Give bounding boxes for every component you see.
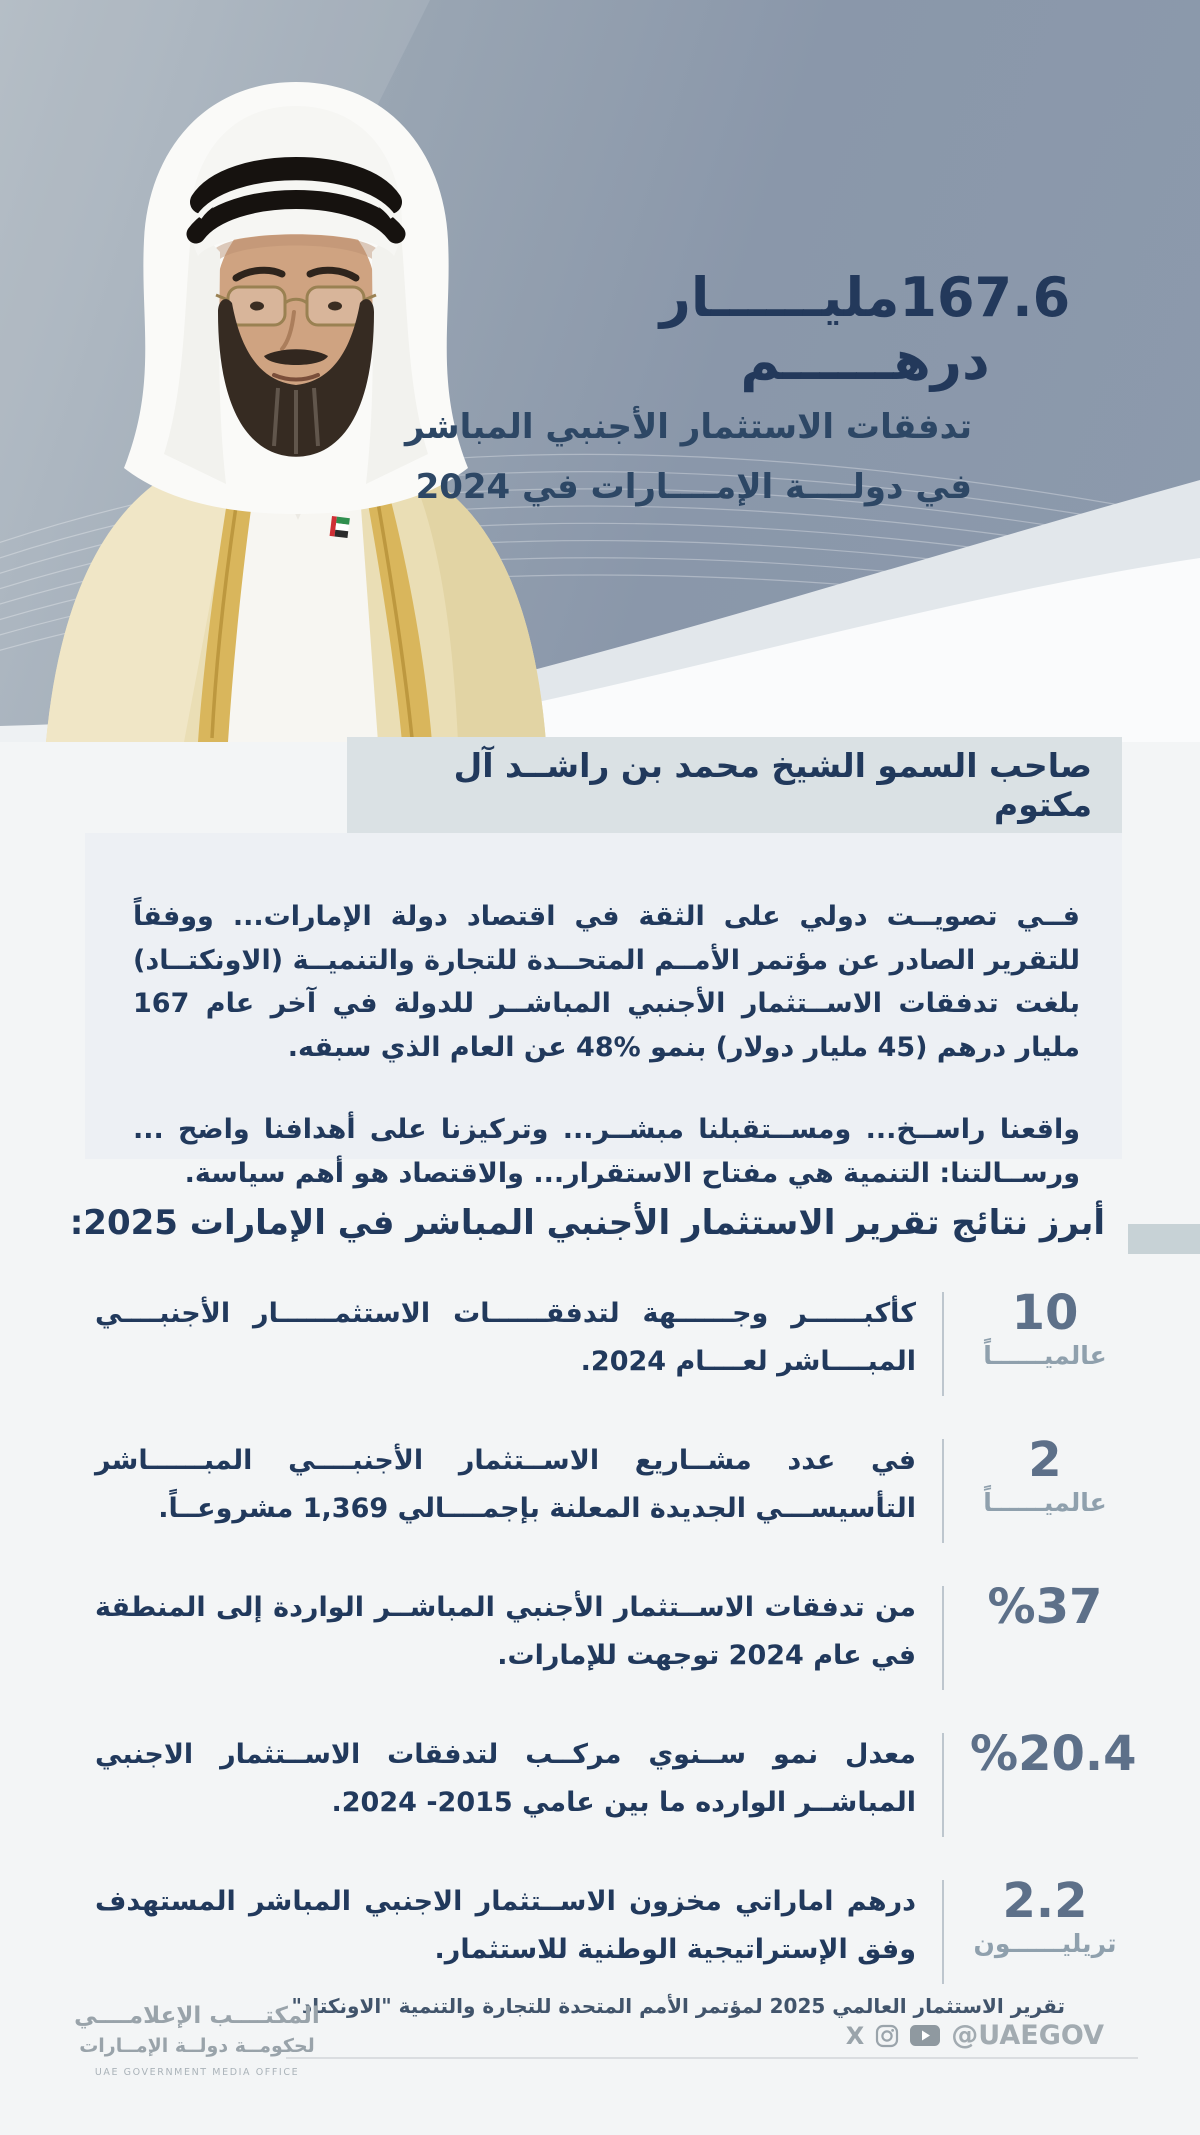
media-office-logo	[72, 2000, 322, 2078]
stat-row-cagr	[95, 1725, 1137, 1845]
stat-divider	[942, 1880, 944, 1984]
stat-row-rank-destination	[95, 1284, 1120, 1404]
stat-unit: عالميــــــاً	[983, 1341, 1107, 1371]
footer-divider-line	[286, 2057, 1138, 2059]
quote-box	[85, 833, 1122, 1189]
stat-description: من تدفقات الاســتثمار الأجنبي المباشــر الواردة إلى المنطقة في عام 2024 توجهت للإمارات.	[95, 1592, 916, 1672]
social-row	[846, 2020, 1104, 2051]
hero-section	[0, 0, 1200, 742]
stat-divider	[942, 1733, 944, 1837]
quote-author-bar	[347, 737, 1122, 833]
logo-arabic-line-2: لحكومــة دولــة الإمــارات	[79, 2035, 315, 2058]
stat-row-fdi-stock-target	[95, 1872, 1120, 1992]
stat-unit: تريليــــــون	[973, 1929, 1117, 1959]
stat-value: %37	[987, 1579, 1103, 1635]
subtitle-line-2: في دولــــة الإمــــارات في 2024	[415, 466, 972, 507]
stat-description: كأكبــــــر وجــــــهة لتدفقــــــات الاستثمــــــار الأجنبــــي المبــــاشر لعــــام 2024.	[95, 1298, 916, 1378]
stat-number-block	[970, 1872, 1120, 1958]
social-handle[interactable]: @UAEGOV	[951, 2020, 1104, 2051]
stats-list	[95, 1284, 1137, 2019]
stat-number-block	[970, 1284, 1120, 1370]
stat-value: %20.4	[970, 1726, 1137, 1782]
stat-divider	[942, 1292, 944, 1396]
stat-unit: عالميــــــاً	[983, 1488, 1107, 1518]
stat-description: درهم اماراتي مخزون الاســتثمار الاجنبي المباشر المستهدف وفق الإستراتيجية الوطنية للاستثمار.	[95, 1886, 916, 1966]
stat-row-greenfield-projects	[95, 1431, 1120, 1551]
results-heading: أبرز نتائج تقرير الاستثمار الأجنبي المباشر في الإمارات 2025:	[69, 1203, 1105, 1243]
quote-author: صاحب السمو الشيخ محمد بن راشــد آل مكتوم	[453, 746, 1092, 824]
stat-divider	[942, 1586, 944, 1690]
stat-row-regional-share	[95, 1578, 1120, 1698]
stat-description: معدل نمو ســنوي مركــب لتدفقات الاســتثمار الاجنبي المباشــر الوارده ما بين عامي 2015- 2024.	[95, 1739, 916, 1819]
quote-paragraph-1: فــي تصويــت دولي على الثقة في اقتصاد دولة الإمارات... ووفقاً للتقرير الصادر عن مؤتمر الأمــم المتحــدة للتجارة والتنميــة (الاونكتــاد) بلغت تدفقات الاســتثمار الأجنبي المباشــر للدولة في آخر عام 167 مليار درهم (45 مليار دولار) بنمو %48 عن العام الذي سبقه.	[133, 901, 1080, 1064]
quote-paragraph-2: واقعنا راســخ... ومســتقبلنا مبشــر... وتركيزنا على أهدافنا واضح ... ورســالتنا: التنمية هي مفتاح الاستقرار... والاقتصاد هو أهم سياسة.	[133, 1113, 1080, 1189]
instagram-icon[interactable]	[875, 2024, 899, 2048]
headline-subtitle	[405, 398, 972, 517]
source-note: تقرير الاستثمار العالمي 2025 لمؤتمر الأمم المتحدة للتجارة والتنمية "الاونكتاد"	[291, 1994, 1065, 2018]
stat-number-block	[970, 1578, 1120, 1635]
youtube-icon[interactable]	[910, 2025, 940, 2046]
stat-value: 10	[1011, 1285, 1079, 1341]
stat-value: 2	[1028, 1432, 1062, 1488]
heading-accent-bar	[1128, 1224, 1200, 1254]
logo-arabic-line-1: المكتــــب الإعلامــــي	[74, 2003, 320, 2029]
stat-number-block	[970, 1431, 1120, 1517]
sheikh-portrait-illustration	[26, 50, 566, 742]
x-twitter-icon[interactable]: X	[845, 2021, 865, 2050]
stat-divider	[942, 1439, 944, 1543]
subtitle-line-1: تدفقات الاستثمار الأجنبي المباشر	[405, 407, 972, 447]
logo-english-line: UAE GOVERNMENT MEDIA OFFICE	[94, 2066, 300, 2078]
stat-description: في عدد مشــاريع الاســتثمار الأجنبــــي المبــــــاشر التأسيســـي الجديدة المعلنة بإجمــــالي 1,369 مشروعــاً.	[95, 1445, 916, 1525]
stat-value: 2.2	[1002, 1873, 1088, 1929]
headline-amount: 167.6مليــــــار درهــــــم	[659, 266, 1071, 392]
stat-number-block	[970, 1725, 1137, 1782]
